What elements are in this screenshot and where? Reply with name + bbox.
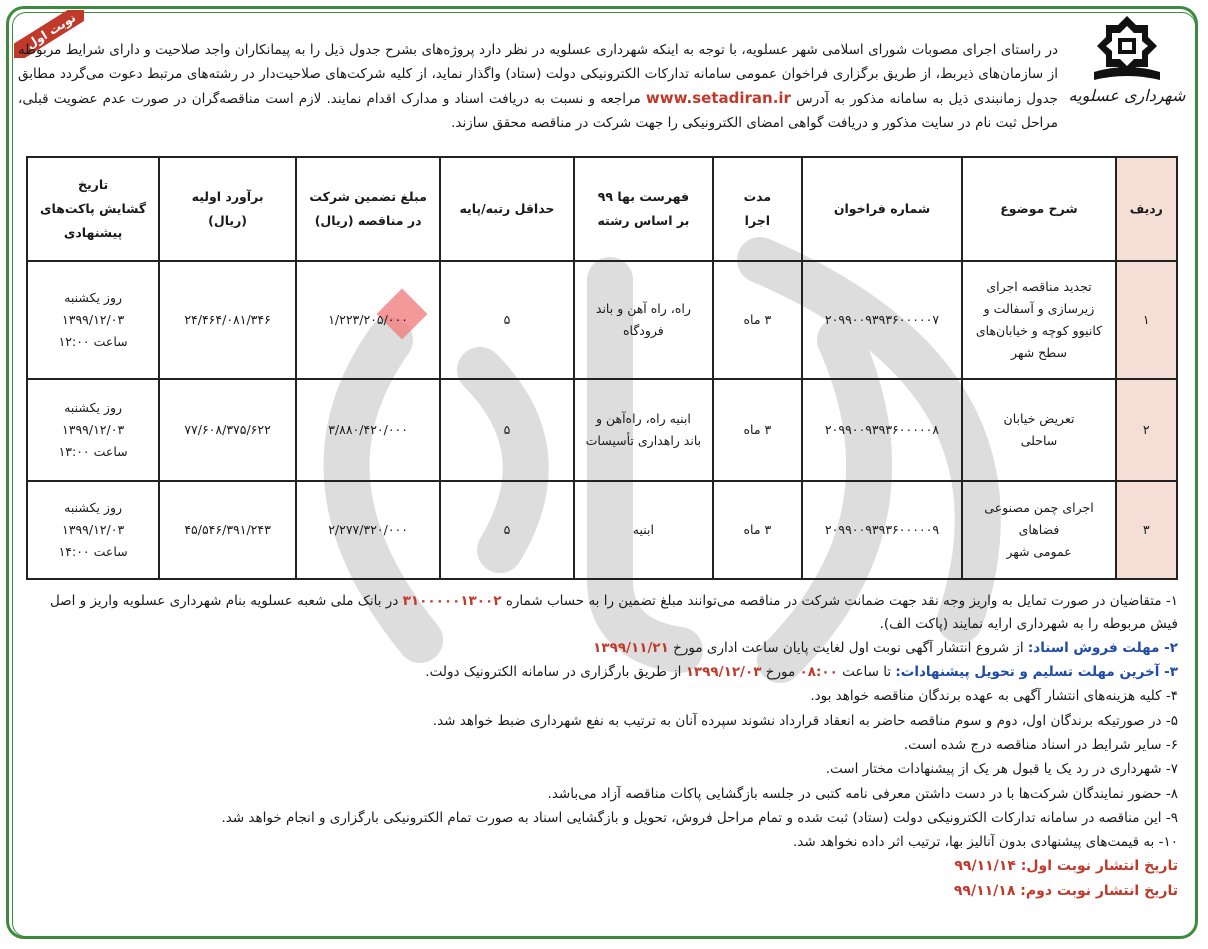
cell-price-list: راه، راه آهن و باند فرودگاه: [574, 261, 714, 379]
cell-call-number: ۲۰۹۹۰۰۹۳۹۳۶۰۰۰۰۰۹: [802, 481, 963, 579]
cell-opening-date: روز یکشنبه ۱۳۹۹/۱۲/۰۳ ساعت ۱۴:۰۰: [27, 481, 159, 579]
setadiran-url[interactable]: www.setadiran.ir: [645, 89, 791, 107]
intro-text-a: در راستای اجرای مصوبات شورای اسلامی شهر عسلویه، با توجه به اینکه شهرداری عسلویه در نظر دارد پروژه‌های بشرح جدول ذیل را به پیمانکاران واجد صلاحیت و دارای شرایط مربوطه از سازمان‌های ذیربط، از طریق برگزاری فراخوان عمومی سامانه تدارکات الکترونیکی دولت (ستاد) واگذار نماید، از کلیه شرکت‌های صلاحیت‌دار در رشته‌های مرتبط دعوت می‌گردد مطابق جدول زمانبندی ذیل به سامانه مذکور به آدرس: [18, 42, 1059, 107]
header-subject: شرح موضوع: [962, 157, 1115, 261]
cell-row-number: ۱: [1116, 261, 1177, 379]
header-row-number: ردیف: [1116, 157, 1177, 261]
note-6: ۶- سایر شرایط در اسناد مناقصه درج شده است.: [903, 736, 1178, 753]
cell-row-number: ۳: [1116, 481, 1177, 579]
header-min-grade: حداقل رتبه/پایه: [440, 157, 573, 261]
cell-price-list: ابنیه راه، راه‌آهن و باند راهداری تأسیسات: [574, 379, 714, 481]
bank-account-number: ۳۱۰۰۰۰۰۱۳۰۰۲: [402, 593, 502, 609]
tender-table: [26, 156, 1178, 580]
cell-guarantee: ۲/۲۷۷/۳۲۰/۰۰۰: [296, 481, 440, 579]
intro-text-b: مراجعه و نسبت به دریافت اسناد و مدارک اقدام نمایند. لازم است مناقصه‌گران در صورت عدم عضویت قبلی، مراحل ثبت نام در سایت مذکور و دریافت گواهی امضای الکترونیکی را جهت شرکت در مناقصه محقق سازند.: [18, 91, 1058, 131]
cell-min-grade: ۵: [440, 379, 573, 481]
cell-opening-date: روز یکشنبه ۱۳۹۹/۱۲/۰۳ ساعت ۱۲:۰۰: [27, 261, 159, 379]
note-9: ۹- این مناقصه در سامانه تدارکات الکترونیکی دولت (ستاد) ثبت شده و تمام مراحل فروش، تحویل و بازگشایی اسناد به صورت تمام الکترونیکی بارگزاری و انجام خواهد شد.: [221, 809, 1178, 826]
table-header-row: [27, 157, 1177, 261]
note-10: ۱۰- به قیمت‌های پیشنهادی بدون آنالیز بها، ترتیب اثر داده نخواهد شد.: [792, 834, 1178, 851]
publish-date-first: تاریخ انتشار نوبت اول: ۹۹/۱۱/۱۴: [954, 858, 1178, 875]
table-row: [27, 481, 1177, 579]
header-call-number: شماره فراخوان: [802, 157, 963, 261]
header-opening-date: تاریخ گشایش پاکت‌های پیشنهادی: [27, 157, 159, 261]
cell-estimate: ۴۵/۵۴۶/۳۹۱/۲۴۳: [159, 481, 296, 579]
ribbon-text: نوبت اول: [14, 10, 84, 58]
cell-subject: تعریض خیابان ساحلی: [962, 379, 1115, 481]
cell-estimate: ۲۴/۴۶۴/۰۸۱/۳۴۶: [159, 261, 296, 379]
note-1: ۱- متقاضیان در صورت تمایل به واریز وجه نقد جهت ضمانت شرکت در مناقصه می‌توانند مبلغ تضمین را به حساب شماره ۳۱۰۰۰۰۰۱۳۰۰۲ در بانک ملی شعبه عسلویه بنام شهرداری عسلویه واریز و اصل فیش مربوطه را به شهرداری ارایه نمایند (پاکت الف).: [49, 593, 1178, 632]
note-4: ۴- کلیه هزینه‌های انتشار آگهی به عهده برندگان مناقصه خواهد بود.: [810, 688, 1178, 705]
municipality-logo: [1068, 14, 1186, 138]
logo-emblem-icon: [1090, 14, 1164, 84]
conditions-list: [28, 590, 1178, 904]
cell-duration: ۳ ماه: [713, 261, 801, 379]
header-price-list: فهرست بها ۹۹ بر اساس رشته: [574, 157, 714, 261]
publish-date-second: تاریخ انتشار نوبت دوم: ۹۹/۱۱/۱۸: [953, 882, 1178, 899]
cell-duration: ۳ ماه: [713, 379, 801, 481]
note-8: ۸- حضور نمایندگان شرکت‌ها با در دست داشتن معرفی نامه کتبی در جلسه بازگشایی پاکات مناقصه آزاد می‌باشد.: [547, 785, 1178, 802]
header-estimate: برآورد اولیه (ریال): [159, 157, 296, 261]
cell-price-list: ابنیه: [574, 481, 714, 579]
cell-call-number: ۲۰۹۹۰۰۹۳۹۳۶۰۰۰۰۰۸: [802, 379, 963, 481]
note-2: ۲- مهلت فروش اسناد: از شروع انتشار آگهی نوبت اول لغایت پایان ساعت اداری مورخ ۱۳۹۹/۱۱/۲۱: [593, 639, 1178, 656]
cell-min-grade: ۵: [440, 261, 573, 379]
header-guarantee: مبلغ تضمین شرکت در مناقصه (ریال): [296, 157, 440, 261]
cell-subject: تجدید مناقصه اجرای زیرسازی و آسفالت و کانیوو کوچه و خیابان‌های سطح شهر: [962, 261, 1115, 379]
cell-call-number: ۲۰۹۹۰۰۹۳۹۳۶۰۰۰۰۰۷: [802, 261, 963, 379]
table-row: [27, 379, 1177, 481]
table-row: [27, 261, 1177, 379]
note-3: ۳- آخرین مهلت تسلیم و تحویل پیشنهادات: تا ساعت ۰۸:۰۰ مورخ ۱۳۹۹/۱۲/۰۳ از طریق بارگزاری در سامانه الکترونیک دولت.: [425, 664, 1178, 681]
header-duration: مدت اجرا: [713, 157, 801, 261]
cell-guarantee: ۳/۸۸۰/۴۲۰/۰۰۰: [296, 379, 440, 481]
note-5: ۵- در صورتیکه برندگان اول، دوم و سوم مناقصه حاضر به انعقاد قرارداد نشوند سپرده آنان به ترتیب به نفع شهرداری ضبط خواهد شد.: [432, 712, 1178, 729]
cell-guarantee: ۱/۲۲۳/۲۰۵/۰۰۰: [296, 261, 440, 379]
cell-subject: اجرای چمن مصنوعی فضاهای عمومی شهر: [962, 481, 1115, 579]
cell-min-grade: ۵: [440, 481, 573, 579]
cell-duration: ۳ ماه: [713, 481, 801, 579]
cell-opening-date: روز یکشنبه ۱۳۹۹/۱۲/۰۳ ساعت ۱۳:۰۰: [27, 379, 159, 481]
cell-estimate: ۷۷/۶۰۸/۳۷۵/۶۲۲: [159, 379, 296, 481]
note-7: ۷- شهرداری در رد یک یا قبول هر یک از پیشنهادات مختار است.: [825, 761, 1178, 778]
cell-row-number: ۲: [1116, 379, 1177, 481]
logo-caption: شهرداری عسلویه: [1068, 86, 1186, 105]
intro-paragraph: [18, 38, 1058, 135]
